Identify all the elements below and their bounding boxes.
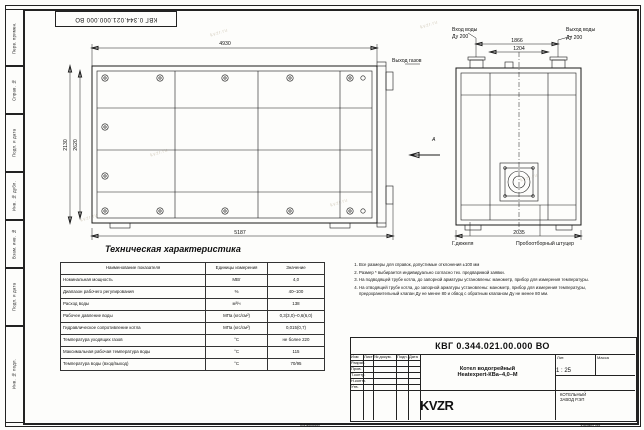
- note-item: 2. Размер * выбирается индивидуально согласно тех. предваримой заявки.: [359, 270, 608, 276]
- spec-unit-7: °С: [206, 359, 268, 371]
- tb-role-1: Пров.: [351, 366, 362, 371]
- table-row: [61, 323, 325, 335]
- spec-header-1: Единицы измерения: [206, 263, 268, 275]
- spec-value-4: 0,015(0,7): [267, 323, 324, 335]
- spec-value-0: 4,0: [267, 275, 324, 287]
- designation-field: КВГ 0.344.021.00.000 ВО: [350, 337, 635, 355]
- section-letter-a: А: [432, 137, 436, 143]
- tb-role-2: Т.контр.: [351, 372, 366, 377]
- spec-value-6: 115: [267, 347, 324, 359]
- dim-5187: 5187: [234, 230, 246, 236]
- company-name-line1: КОТЕЛЬНЫЙ: [560, 392, 587, 397]
- dim-4930: 4930: [219, 41, 231, 47]
- spec-unit-4: МПа (кгс/см²): [206, 323, 268, 335]
- spec-name-7: Температура воды (вход/выход): [61, 359, 206, 371]
- spec-name-2: Расход воды: [61, 299, 206, 311]
- tb-role-0: Разраб.: [351, 360, 366, 365]
- tb-col-izm: Изм: [351, 354, 359, 359]
- tb-divider: [350, 384, 420, 385]
- company-name-line2: ЗАВОД Р.ЭП: [560, 397, 585, 403]
- spec-value-3: 0,3(3,0)–0,6(6,0): [267, 311, 324, 323]
- spec-unit-1: %: [206, 287, 268, 299]
- tb-divider: [555, 375, 635, 376]
- tb-col-podp: Подп.: [397, 354, 408, 359]
- spec-unit-2: м³/ч: [206, 299, 268, 311]
- tb-divider: [396, 354, 397, 420]
- dim-2620: 2620: [73, 139, 79, 151]
- tb-col-data: Дата: [409, 354, 418, 359]
- spec-unit-0: МВт: [206, 275, 268, 287]
- label-g-dukelya: Г.дюкеля: [452, 241, 474, 247]
- tb-lit-label: Лит.: [557, 355, 565, 360]
- spec-unit-3: МПа (кгс/см²): [206, 311, 268, 323]
- watermark: kvzr.ru: [149, 147, 169, 159]
- watermark: kvzr.ru: [329, 197, 349, 209]
- margin-cell-4: Взам. инв. №: [5, 219, 23, 269]
- margin-cell-5: Подп. и дата: [5, 267, 23, 327]
- spec-header-0: Наименование показателя: [61, 263, 206, 275]
- table-row: [61, 359, 325, 371]
- company-name: [560, 392, 586, 403]
- spec-value-2: 138: [267, 299, 324, 311]
- dim-2035: 2035: [513, 230, 525, 236]
- copy-label: Копировал: [300, 422, 321, 427]
- label-sampling-nozzle: Пробоотборный штуцер: [516, 241, 575, 247]
- spec-name-4: Гидравлическое сопротивление котла: [61, 323, 206, 335]
- margin-cell-1: Справ. №: [5, 65, 23, 115]
- tb-divider: [595, 354, 596, 375]
- spec-name-6: Максимальная рабочая температура воды: [61, 347, 206, 359]
- watermark: kvzr.ru: [519, 172, 539, 184]
- note-item: 3. На подводящей трубе котла, до запорной арматуры установлены: манометр, прибор для измерения температуры.: [359, 277, 608, 283]
- watermark: kvzr.ru: [209, 27, 229, 39]
- spec-name-5: Температура уходящих газов: [61, 335, 206, 347]
- dim-2130: 2130: [63, 139, 69, 151]
- note-item: 1. Все размеры для справок, допустимые отклонения ±100 мм: [359, 262, 608, 268]
- label-flue-gas-outlet: Выход газов: [392, 58, 422, 64]
- table-row: [61, 347, 325, 359]
- format-label: Формат А3: [580, 422, 601, 427]
- watermark: kvzr.ru: [79, 212, 99, 224]
- table-row: [61, 287, 325, 299]
- table-row: [61, 311, 325, 323]
- margin-cell-0: Перв. примен.: [5, 9, 23, 67]
- technical-notes: [350, 262, 608, 299]
- drawing-code-box: КВГ 0.344.021.000.000 ВО: [55, 11, 177, 27]
- watermark: kvzr.ru: [419, 19, 439, 31]
- tb-divider: [408, 354, 409, 420]
- table-row: [61, 335, 325, 347]
- spec-unit-6: °С: [206, 347, 268, 359]
- company-logo-text: KVZR: [420, 397, 454, 413]
- label-du200-inlet: Ду 200: [452, 34, 469, 40]
- product-name-box: [420, 354, 556, 391]
- margin-cell-3: Инв. № дубл.: [5, 171, 23, 221]
- tb-role-4: Утв.: [351, 384, 359, 389]
- tb-col-docum: № докум.: [374, 354, 392, 359]
- product-name-line1: Котел водогрейный: [459, 366, 516, 372]
- tb-divider: [373, 354, 374, 420]
- tb-mass-label: Масса: [597, 355, 609, 360]
- technical-spec-table: [60, 262, 325, 371]
- margin-cell-2: Подп. и дата: [5, 113, 23, 173]
- spec-unit-5: °С: [206, 335, 268, 347]
- label-du200-outlet: Ду 200: [566, 35, 583, 41]
- tb-role-3: Н.контр.: [351, 378, 367, 383]
- spec-value-7: 70/95: [267, 359, 324, 371]
- spec-header-2: Значение: [267, 263, 324, 275]
- product-name-line2: Heatexpert-КВа–4,0–М: [457, 372, 518, 378]
- margin-cell-6: Инв. № подл.: [5, 325, 23, 423]
- spec-name-0: Номинальная мощность: [61, 275, 206, 287]
- spec-value-5: не более 220: [267, 335, 324, 347]
- note-item: 4. На отводящей трубе котла, до запорной арматуры установлены: манометр, прибор для измерения температуры, предохранительный клапан Ду не менее 80 и обвод с обратным клапаном Ду не менее 80 мм.: [359, 285, 608, 297]
- table-row: [61, 275, 325, 287]
- dim-1204: 1204: [513, 46, 525, 52]
- table-header-row: [61, 263, 325, 275]
- label-water-inlet: Вход воды: [452, 27, 478, 33]
- spec-name-1: Диапазон рабочего регулирования: [61, 287, 206, 299]
- tb-scale-value: 1 : 25: [556, 368, 572, 374]
- dim-1866: 1866: [511, 38, 523, 44]
- spec-name-3: Рабочее давление воды: [61, 311, 206, 323]
- label-water-outlet: Выход воды: [566, 27, 596, 33]
- company-logo: [420, 390, 555, 420]
- table-row: [61, 299, 325, 311]
- tb-col-list: Лист: [364, 354, 373, 359]
- spec-title: Техническая характеристика: [105, 244, 241, 254]
- spec-value-1: 40–100: [267, 287, 324, 299]
